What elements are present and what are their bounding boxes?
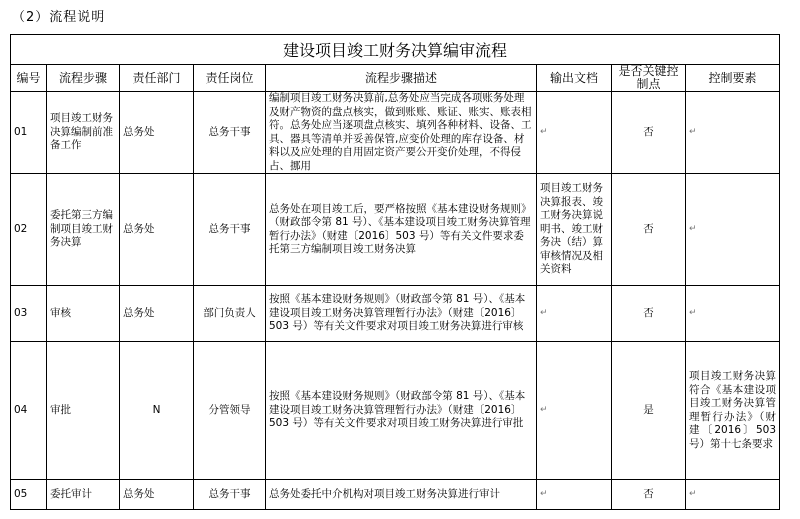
table-header-row [11,65,780,92]
table-row [11,480,780,510]
cell-step: 审批 [47,342,120,480]
paragraph-mark: ↵ [540,489,548,500]
cell-post: 分管领导 [194,342,266,480]
cell-id: 04 [11,342,47,480]
cell-dept: N [120,342,194,480]
column-header-post: 责任岗位 [194,65,266,92]
cell-desc: 编制项目竣工财务决算前,总务处应当完成各项账务处理及财产物资的盘点核实，做到账账、账证、账实、账表相符。总务处应当逐项盘点核实、填列各种材料、设备、工具、器具等清单并妥善保管,应变价处理的库存设备、材料以及应处理的自用固定资产要公开变价处理，不得侵占、挪用 [266,92,537,174]
cell-control [686,286,780,342]
cell-key: 是 [612,342,686,480]
table-row [11,92,780,174]
cell-id: 01 [11,92,47,174]
cell-dept: 总务处 [120,174,194,286]
cell-doc [537,342,612,480]
cell-control [686,480,780,510]
cell-desc: 按照《基本建设财务规则》（财政部令第 81 号）、《基本建设项目竣工财务决算管理暂行办法》（财建〔2016〕503 号）等有关文件要求对项目竣工财务决算进行审核 [266,286,537,342]
column-header-control: 控制要素 [686,65,780,92]
cell-id: 02 [11,174,47,286]
table-row [11,342,780,480]
column-header-step: 流程步骤 [47,65,120,92]
column-header-key: 是否关键控制点 [612,65,686,92]
cell-key: 否 [612,174,686,286]
cell-doc [537,286,612,342]
cell-step: 委托审计 [47,480,120,510]
cell-key: 否 [612,480,686,510]
cell-dept: 总务处 [120,286,194,342]
column-header-dept: 责任部门 [120,65,194,92]
cell-doc: 项目竣工财务决算报表、竣工财务决算说明书、竣工财务决（结）算审核情况及相关资料 [537,174,612,286]
cell-step: 项目竣工财务决算编制前准备工作 [47,92,120,174]
cell-desc: 总务处委托中介机构对项目竣工财务决算进行审计 [266,480,537,510]
cell-desc: 总务处在项目竣工后，要严格按照《基本建设财务规则》（财政部令第 81 号）、《基本建设项目竣工财务决算管理暂行办法》（财建〔2016〕503 号）等有关文件要求委托第三方编制项目竣工财务决算 [266,174,537,286]
cell-desc: 按照《基本建设财务规则》（财政部令第 81 号）、《基本建设项目竣工财务决算管理暂行办法》（财建〔2016〕503 号）等有关文件要求对项目竣工财务决算进行审批 [266,342,537,480]
cell-post: 部门负责人 [194,286,266,342]
paragraph-mark: ↵ [540,405,548,416]
cell-step: 委托第三方编制项目竣工财务决算 [47,174,120,286]
cell-step: 审核 [47,286,120,342]
column-header-id: 编号 [11,65,47,92]
table-row [11,174,780,286]
paragraph-mark: ↵ [689,489,697,500]
paragraph-mark: ↵ [540,308,548,319]
paragraph-mark: ↵ [689,308,697,319]
cell-key: 否 [612,286,686,342]
cell-key: 否 [612,92,686,174]
cell-post: 总务干事 [194,174,266,286]
cell-dept: 总务处 [120,480,194,510]
cell-id: 05 [11,480,47,510]
cell-post: 总务干事 [194,480,266,510]
cell-control: 项目竣工财务决算符合《基本建设项目竣工财务决算管理暂行办法》（财建〔2016〕503号）第十七条要求 [686,342,780,480]
section-heading: （2）流程说明 [12,10,106,25]
paragraph-mark: ↵ [689,224,697,235]
cell-id: 03 [11,286,47,342]
column-header-desc: 流程步骤描述 [266,65,537,92]
paragraph-mark: ↵ [540,127,548,138]
cell-control [686,92,780,174]
cell-post: 总务干事 [194,92,266,174]
table-row [11,286,780,342]
process-table [10,34,780,510]
cell-doc [537,92,612,174]
paragraph-mark: ↵ [689,127,697,138]
cell-doc [537,480,612,510]
column-header-doc: 输出文档 [537,65,612,92]
cell-dept: 总务处 [120,92,194,174]
table-title: 建设项目竣工财务决算编审流程 [11,35,780,65]
cell-control [686,174,780,286]
